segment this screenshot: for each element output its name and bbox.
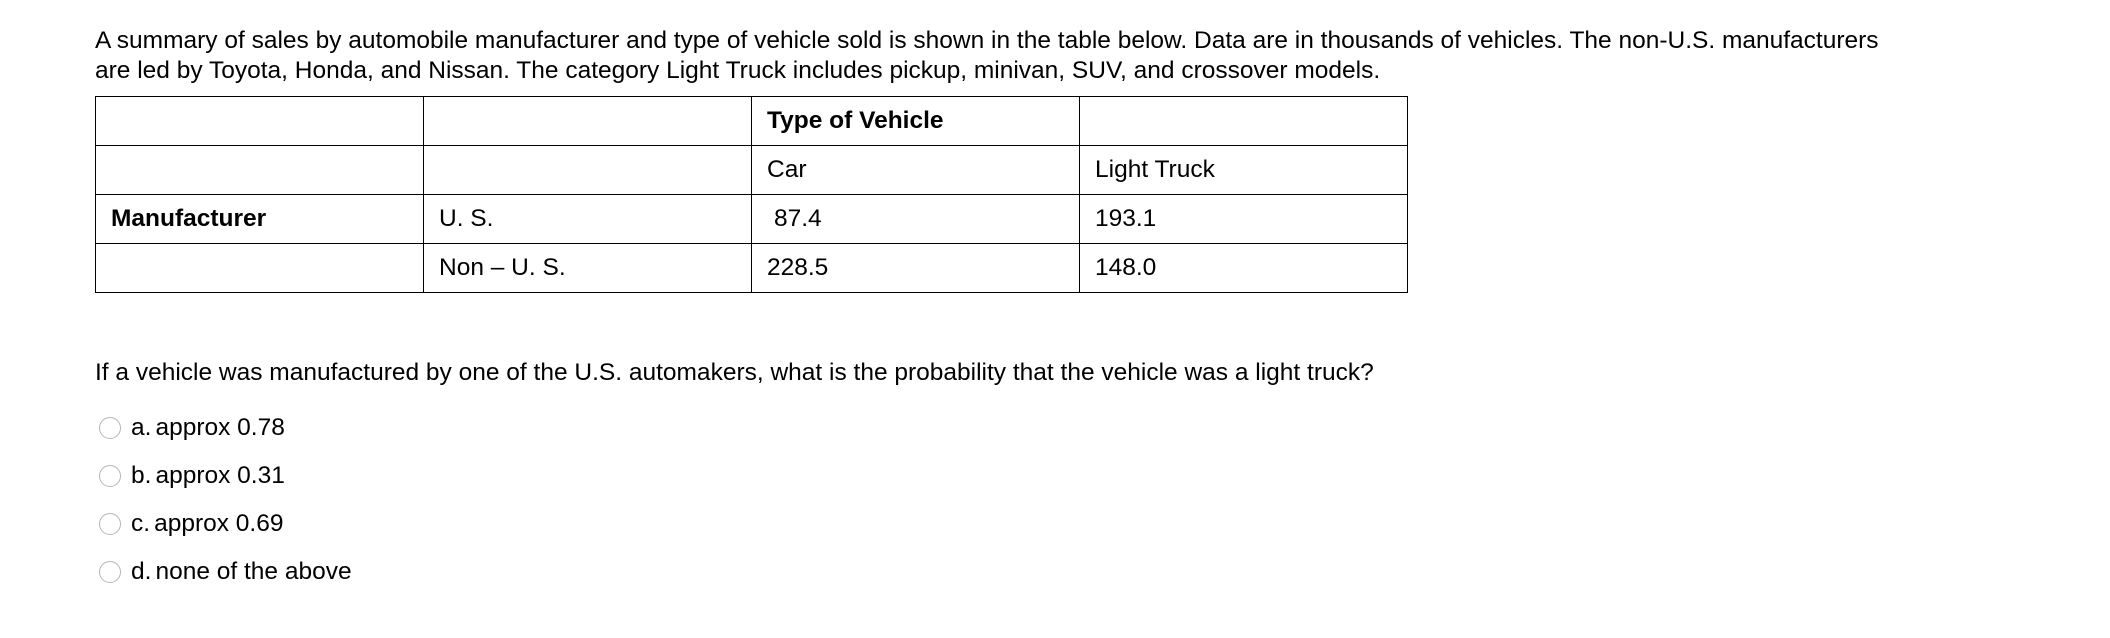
- option-c[interactable]: [99, 500, 352, 548]
- table-cell-empty: [424, 97, 752, 146]
- radio-button-d[interactable]: [99, 561, 121, 583]
- car-column-header: Car: [752, 146, 1080, 195]
- table-cell-empty: [96, 146, 424, 195]
- option-text: approx 0.69: [154, 510, 284, 537]
- option-text: none of the above: [155, 558, 352, 585]
- option-a[interactable]: [99, 404, 352, 452]
- radio-button-c[interactable]: [99, 513, 121, 535]
- type-of-vehicle-header: Type of Vehicle: [752, 97, 1080, 146]
- manufacturer-row-header: Manufacturer: [96, 195, 424, 244]
- option-letter: c.: [131, 510, 151, 537]
- table-row: [96, 146, 1408, 195]
- table-cell-empty: [96, 97, 424, 146]
- option-b[interactable]: [99, 452, 352, 500]
- option-text: approx 0.31: [155, 462, 285, 489]
- table-row: [96, 195, 1408, 244]
- option-d[interactable]: [99, 548, 352, 596]
- us-row-label: U. S.: [424, 195, 752, 244]
- option-letter: a.: [131, 414, 152, 441]
- intro-line-1: A summary of sales by automobile manufacturer and type of vehicle sold is shown in the table below. Data are in thousands of vehicles. The non-U.S. manufacturers: [95, 27, 1879, 54]
- non-us-light-truck-value: 148.0: [1080, 244, 1408, 293]
- question-content: [95, 26, 2085, 585]
- table-row: [96, 97, 1408, 146]
- non-us-car-value: 228.5: [752, 244, 1080, 293]
- radio-button-b[interactable]: [99, 465, 121, 487]
- table-cell-empty: [96, 244, 424, 293]
- option-letter: b.: [131, 462, 152, 489]
- us-light-truck-value: 193.1: [1080, 195, 1408, 244]
- sales-table: [95, 96, 1408, 293]
- light-truck-column-header: Light Truck: [1080, 146, 1408, 195]
- intro-text: [95, 26, 2085, 86]
- radio-button-a[interactable]: [99, 417, 121, 439]
- answer-options: [99, 404, 352, 596]
- option-letter: d.: [131, 558, 152, 585]
- non-us-row-label: Non – U. S.: [424, 244, 752, 293]
- us-car-value: 87.4: [752, 195, 1080, 244]
- table-cell-empty: [424, 146, 752, 195]
- table-cell-empty: [1080, 97, 1408, 146]
- option-text: approx 0.78: [155, 414, 285, 441]
- table-row: [96, 244, 1408, 293]
- intro-line-2: are led by Toyota, Honda, and Nissan. The category Light Truck includes pickup, minivan, SUV, and crossover models.: [95, 57, 1381, 84]
- question-text: If a vehicle was manufactured by one of the U.S. automakers, what is the probability that the vehicle was a light truck?: [95, 359, 1374, 386]
